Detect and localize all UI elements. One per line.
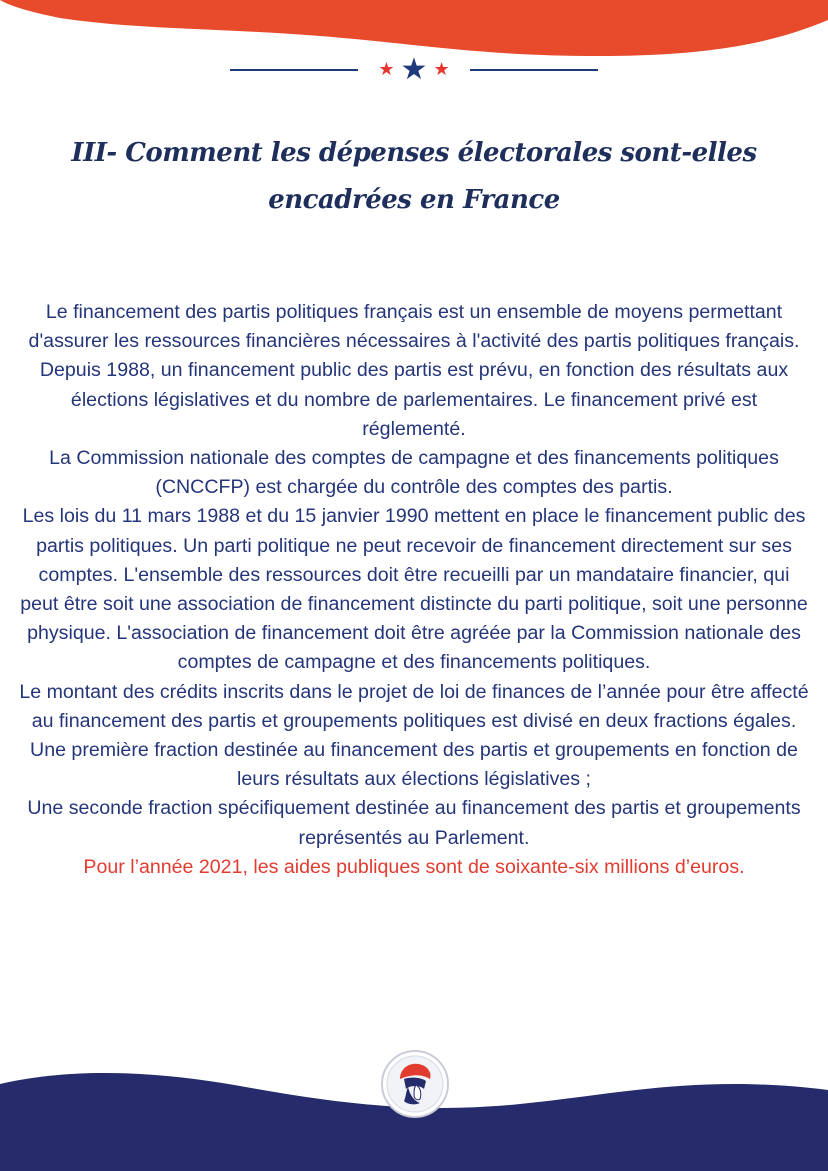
paragraph: Le montant des crédits inscrits dans le projet de loi de finances de l’année pour être affecté au financement des partis et groupements politiques est divisé en deux fractions égales. (19, 680, 809, 732)
paragraph: Les lois du 11 mars 1988 et du 15 janvier 1990 mettent en place le financement public des partis politiques. Un parti politique ne peut recevoir de financement directement sur ses comptes. L'ensemble des ressources doit être recueilli par un mandataire financier, qui peut être soit une association de financement distincte du parti politique, soit une personne physique. L'association de financement doit être agréée par la Commission nationale des comptes de campagne et des financements politiques. (20, 505, 808, 674)
paragraph: La Commission nationale des comptes de campagne et des financements politiques (CNCCFP) est chargée du contrôle des comptes des partis. (49, 447, 779, 499)
red-star-icon: ★ (378, 59, 395, 80)
divider-line-left (230, 69, 358, 71)
paragraph: Depuis 1988, un financement public des partis est prévu, en fonction des résultats aux élections législatives et du nombre de parlementaires. Le financement privé est réglementé. (39, 359, 789, 440)
highlight-paragraph: Pour l’année 2021, les aides publiques sont de soixante-six millions d’euros. (83, 855, 745, 878)
paragraph: Une seconde fraction spécifiquement destinée au financement des partis et groupements représentés au Parlement. (27, 797, 801, 849)
divider-line-right (470, 69, 598, 71)
paragraph: Le financement des partis politiques français est un ensemble de moyens permettant d'assurer les ressources financières nécessaires à l'activité des partis politiques français. (28, 301, 800, 353)
stars-group (378, 52, 450, 87)
paragraph: Une première fraction destinée au financement des partis et groupements en fonction de leurs résultats aux élections législatives ; (30, 739, 798, 791)
red-star-icon: ★ (433, 59, 450, 80)
blue-star-icon: ★ (400, 52, 428, 87)
body-text (18, 298, 810, 882)
marianne-seal-icon (380, 1049, 450, 1119)
star-divider (0, 52, 828, 87)
page-title: III- Comment les dépenses électorales sont-elles encadrées en France (71, 138, 757, 215)
